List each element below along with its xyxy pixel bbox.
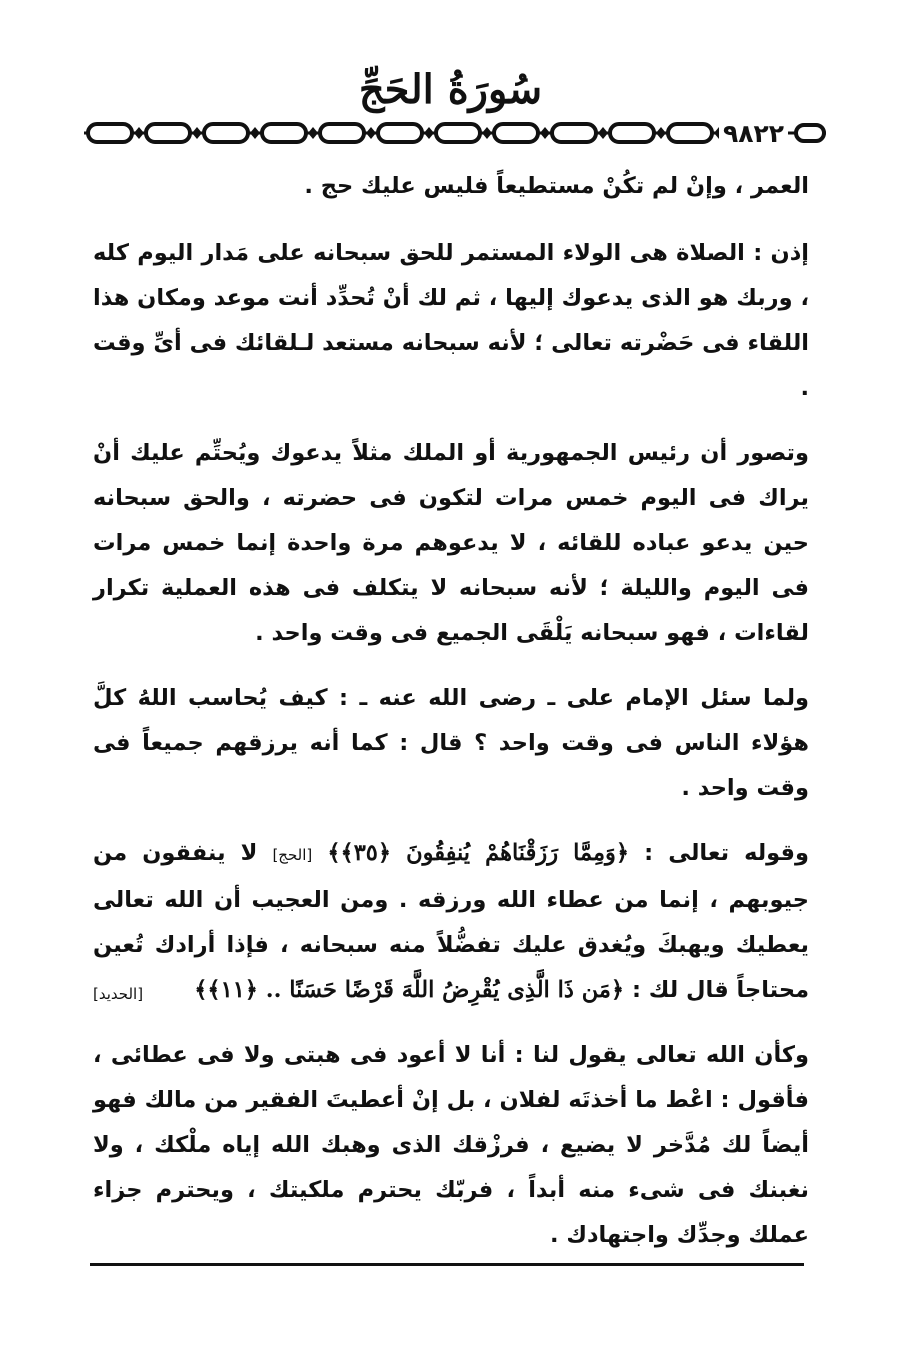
verse-commentary: لا ينفقون من جيوبهم ، إنما من عطاء الله ورزقه . ومن العجيب أن الله تعالى يعطيك ويهبكَ ويُغدق عليك تفضُّلاً منه سبحانه ، فإذا أرادك تُعين محتاجاً قال لك : bbox=[93, 840, 809, 1003]
surah-title: سُورَةُ الحَجِّ bbox=[358, 66, 543, 113]
quran-verse-2: ﴿مَن ذَا الَّذِى يُقْرِضُ اللَّهَ قَرْضًا حَسَنًا .. ﴿١١﴾﴾ bbox=[194, 977, 625, 1003]
paragraph-2: إذن : الصلاة هى الولاء المستمر للحق سبحانه على مَدار اليوم كله ، وربك هو الذى يدعوك إليها ، ثم لك أنْ تُحدِّد أنت موعد ومكان هذا اللقاء فى حَضْرته تعالى ؛ لأنه سبحانه مستعد لـلقائك فى أىِّ وقت . bbox=[93, 240, 809, 401]
main-text bbox=[93, 164, 809, 1278]
header-ornament-row bbox=[84, 114, 826, 154]
surah-reference: [الحج] bbox=[272, 846, 313, 864]
surah-reference-2: [الحديد] bbox=[93, 985, 144, 1003]
page-number: ٩٨٢٢ bbox=[719, 116, 788, 152]
paragraph-5 bbox=[93, 831, 809, 1013]
verse-intro: وقوله تعالى : bbox=[644, 840, 809, 866]
paragraph-3: وتصور أن رئيس الجمهورية أو الملك مثلاً يدعوك ويُحتِّم عليك أنْ يراك فى اليوم خمس مرات لتكون فى حضرته ، والحق سبحانه حين يدعو عباده للقائه ، لا يدعوهم مرة واحدة إنما خمس مرات فى اليوم والليلة ؛ لأنه سبحانه لا يتكلف فى هذه العملية تكرار لقاءات ، فهو سبحانه يَلْقَى الجميع فى وقت واحد . bbox=[93, 440, 809, 646]
footer-divider bbox=[90, 1263, 804, 1266]
quran-verse: ﴿وَمِمَّا رَزَقْنَاهُمْ يُنفِقُونَ ﴿٣٥﴾﴾ bbox=[327, 840, 630, 866]
paragraph-6: وكأن الله تعالى يقول لنا : أنا لا أعود فى هبتى ولا فى عطائى ، فأقول : اعْط ما أخذتَه لفلان ، بل إنْ أعطيتَ الفقير من مالك فهو أيضاً لك مُدَّخر لا يضيع ، فرزْقك الذى وهبك الله إياه ملْكك ، ولا نغبنك فى شىء منه أبداً ، فربّك يحترم ملكيتك ، ويحترم جزاء عملك وجدِّك واجتهادك . bbox=[93, 1042, 809, 1248]
ornament-chain-icon bbox=[84, 118, 826, 148]
paragraph-1: العمر ، وإنْ لم تكُنْ مستطيعاً فليس عليك حج . bbox=[304, 173, 809, 199]
paragraph-4: ولما سئل الإمام على ـ رضى الله عنه ـ : كيف يُحاسب اللهُ كلَّ هؤلاء الناس فى وقت واحد ؟ قال : كما أنه يرزقهم جميعاً فى وقت واحد . bbox=[93, 685, 809, 801]
